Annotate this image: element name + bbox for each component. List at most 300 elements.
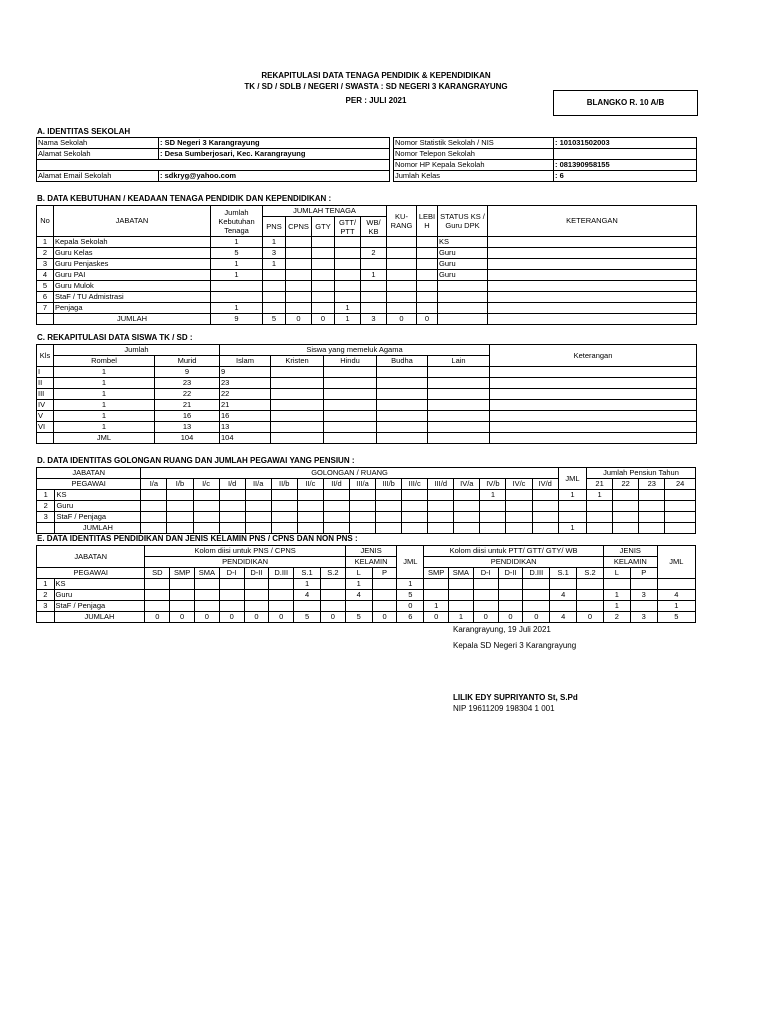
col-jumlah-tenaga: JUMLAH TENAGA [263,206,387,217]
row-l: 1 [345,579,372,590]
row-jabatan: Guru [55,501,141,512]
row-value [297,501,323,512]
col-islam: Islam [220,356,271,367]
total-cell: 0 [320,612,345,623]
row-value [550,579,577,590]
col-kurang: KU- RANG [387,206,417,237]
total-cell [37,523,55,534]
row-value [387,303,417,314]
table-row [37,601,696,612]
table-row [37,378,697,389]
col-jml: JML [657,546,695,579]
school-identity-left [36,137,390,182]
row-value [387,259,417,270]
col-agama: Siswa yang memeluk Agama [220,345,490,356]
total-cell: 1 [335,314,361,325]
total-cell [480,523,506,534]
col-l: L [603,568,630,579]
total-cell: 0 [473,612,498,623]
row-no: 5 [37,281,54,292]
row-value [141,512,167,523]
row-value [286,248,312,259]
row-kls: II [37,378,54,389]
row-value [211,292,263,303]
row-value [473,590,498,601]
col-golongan-item: II/b [271,479,297,490]
row-no: 3 [37,601,55,612]
row-value [449,590,474,601]
row-value [286,292,312,303]
row-keterangan [488,281,697,292]
row-murid: 9 [155,367,220,378]
total-cell: 0 [577,612,604,623]
row-year [587,512,613,523]
col-year: 21 [587,479,613,490]
row-value [324,400,377,411]
row-value [377,378,428,389]
total-cell [271,433,324,444]
row-murid: 23 [155,378,220,389]
row-keterangan [488,292,697,303]
row-murid: 16 [155,411,220,422]
row-jml: 1 [657,601,695,612]
row-value: 1 [361,270,387,281]
identity-value: : SD Negeri 3 Karangrayung [159,138,390,149]
col-year: 23 [639,479,665,490]
row-value [286,303,312,314]
row-year [639,501,665,512]
row-value [532,501,558,512]
row-value [244,590,269,601]
row-jabatan: Guru PAI [54,270,211,281]
signature-place-date: Karangrayung, 19 Juli 2021 [453,625,551,634]
col-golongan-item: II/a [245,479,271,490]
col-no: No [37,206,54,237]
row-year [613,490,639,501]
row-value [324,378,377,389]
col-pendidikan-item: D-I [219,568,244,579]
report-subtitle: TK / SD / SDLB / NEGERI / SWASTA : SD NEGERI 3 KARANGRAYUNG [244,82,508,91]
total-cell [193,523,219,534]
total-cell: 0 [424,612,449,623]
row-value [417,248,438,259]
total-cell: 2 [603,612,630,623]
row-value [490,389,697,400]
row-value [454,512,480,523]
row-status [438,292,488,303]
row-value [193,490,219,501]
row-value [490,378,697,389]
row-value: 1 [424,601,449,612]
total-cell [639,523,665,534]
col-pendidikan-item: SMP [424,568,449,579]
total-cell: 6 [397,612,424,623]
col-golongan-item: IV/b [480,479,506,490]
row-value [523,590,550,601]
row-value [361,292,387,303]
col-pendidikan-item: SMA [194,568,219,579]
row-value [335,259,361,270]
row-islam: 9 [220,367,271,378]
row-value [577,601,604,612]
table-row [37,512,696,523]
col-pns: PNS [263,217,286,237]
row-jml: 4 [657,590,695,601]
row-value [532,512,558,523]
col-golongan-item: III/c [402,479,428,490]
row-value [145,579,170,590]
row-value [219,490,245,501]
row-status [438,303,488,314]
col-pegawai: PEGAWAI [37,479,141,490]
identity-label: Nomor HP Kepala Sekolah [394,160,554,171]
row-value [498,590,523,601]
row-value [294,601,321,612]
table-row [37,422,697,433]
col-golongan-item: I/a [141,479,167,490]
row-rombel: 1 [54,411,155,422]
row-value [194,590,219,601]
row-jml [558,501,586,512]
row-p [630,601,657,612]
col-year: 22 [613,479,639,490]
row-value: 1 [480,490,506,501]
total-cell: 104 [220,433,271,444]
row-value [320,579,345,590]
row-kls: III [37,389,54,400]
row-value: 5 [211,248,263,259]
identity-value: : 101031502003 [554,138,697,149]
row-value [349,501,375,512]
col-jumlah: Jumlah [54,345,220,356]
row-value [269,579,294,590]
total-cell: 0 [145,612,170,623]
total-cell: 1 [449,612,474,623]
identity-value: : sdkryg@yahoo.com [159,171,390,182]
row-value [219,501,245,512]
table-row [37,367,697,378]
row-l: 1 [603,601,630,612]
row-no: 4 [37,270,54,281]
total-cell: 0 [372,612,397,623]
report-period: PER : JULI 2021 [345,96,407,105]
table-row [37,292,697,303]
signature-nip: NIP 19611209 198304 1 001 [453,704,555,713]
row-value [480,512,506,523]
row-value [428,501,454,512]
row-value [193,512,219,523]
col-golongan-item: IV/d [532,479,558,490]
total-cell [377,433,428,444]
row-value [167,490,193,501]
total-cell: 0 [244,612,269,623]
row-value [498,579,523,590]
row-value [323,490,349,501]
row-value: 1 [294,579,321,590]
row-no: 2 [37,590,55,601]
row-islam: 23 [220,378,271,389]
row-value [219,590,244,601]
row-value [263,292,286,303]
row-keterangan [488,237,697,248]
row-value [145,590,170,601]
col-golongan-item: III/a [349,479,375,490]
row-l: 4 [345,590,372,601]
row-value [428,367,490,378]
row-no: 7 [37,303,54,314]
col-golongan-item: I/b [167,479,193,490]
row-value [286,259,312,270]
row-value [286,281,312,292]
row-value [312,281,335,292]
col-golongan: GOLONGAN / RUANG [141,468,558,479]
row-value: 2 [361,248,387,259]
col-kristen: Kristen [271,356,324,367]
row-rombel: 1 [54,400,155,411]
row-value [286,237,312,248]
col-keterangan: Keterangan [490,345,697,367]
total-cell [271,523,297,534]
row-value [244,579,269,590]
row-p [372,601,397,612]
row-value [454,501,480,512]
row-status: KS [438,237,488,248]
total-cell: 0 [286,314,312,325]
table-row [37,579,696,590]
col-pendidikan-item: S.2 [577,568,604,579]
row-value [312,259,335,270]
identity-label: Alamat Sekolah [37,149,159,160]
row-keterangan [488,303,697,314]
row-value [271,490,297,501]
total-cell [323,523,349,534]
col-golongan-item: I/d [219,479,245,490]
row-islam: 22 [220,389,271,400]
total-cell [587,523,613,534]
row-value: 1 [263,259,286,270]
col-status: STATUS KS / Guru DPK [438,206,488,237]
row-year [587,501,613,512]
total-cell [665,523,696,534]
row-value [323,512,349,523]
row-jabatan: KS [55,490,141,501]
row-value [417,237,438,248]
row-value [271,367,324,378]
col-pendidikan-item: D.III [523,568,550,579]
rank-pension-table [36,467,696,534]
row-value [335,237,361,248]
total-cell: 0 [219,612,244,623]
total-cell [428,523,454,534]
row-jabatan: Guru Kelas [54,248,211,259]
row-value [219,512,245,523]
row-value [377,400,428,411]
total-cell: 4 [550,612,577,623]
row-value [297,490,323,501]
row-value [323,501,349,512]
row-value: 1 [211,270,263,281]
col-hindu: Hindu [324,356,377,367]
col-budha: Budha [377,356,428,367]
identity-value [554,149,697,160]
col-lain: Lain [428,356,490,367]
row-value [271,400,324,411]
row-status: Guru [438,270,488,281]
row-value [417,303,438,314]
col-kls: Kls [37,345,54,367]
row-value [335,248,361,259]
row-no: 2 [37,501,55,512]
row-value [219,579,244,590]
row-value [428,400,490,411]
table-row [37,501,696,512]
blangko-box [553,90,698,116]
total-cell [167,523,193,534]
total-cell [37,314,54,325]
total-cell [376,523,402,534]
total-cell: 5 [657,612,695,623]
row-value: 3 [263,248,286,259]
row-value [377,389,428,400]
col-rombel: Rombel [54,356,155,367]
row-l [345,601,372,612]
col-pegawai: PEGAWAI [37,568,145,579]
total-cell [454,523,480,534]
total-cell [37,433,54,444]
total-cell: 3 [630,612,657,623]
row-value [361,281,387,292]
row-jabatan: Guru Penjaskes [54,259,211,270]
row-value [577,590,604,601]
total-cell [490,433,697,444]
row-value [141,501,167,512]
col-pendidikan-item: S.1 [294,568,321,579]
row-jml: 1 [397,579,424,590]
row-p [372,579,397,590]
col-pendidikan-item: S.1 [550,568,577,579]
row-value [170,579,195,590]
total-cell [245,523,271,534]
total-label: JML [54,433,155,444]
row-year [613,501,639,512]
row-value [312,303,335,314]
row-value: 1 [211,237,263,248]
row-value [361,303,387,314]
row-value [170,590,195,601]
row-jml: 0 [397,601,424,612]
row-value [271,378,324,389]
row-l: 1 [603,590,630,601]
signature-position: Kepala SD Negeri 3 Karangrayung [453,641,577,650]
row-value: 1 [263,237,286,248]
education-gender-table [36,545,696,623]
total-cell: 5 [345,612,372,623]
identity-value: : 6 [554,171,697,182]
row-keterangan [488,270,697,281]
row-jabatan: Penjaga [54,303,211,314]
col-jml: JML [558,468,586,490]
row-value [449,579,474,590]
row-rombel: 1 [54,378,155,389]
row-status: Guru [438,259,488,270]
col-jenis: JENIS [603,546,657,557]
row-value [424,579,449,590]
table-row [37,303,697,314]
col-pendidikan: PENDIDIKAN [145,557,345,568]
row-value [194,579,219,590]
col-kolom-non: Kolom diisi untuk PTT/ GTT/ GTY/ WB [424,546,604,557]
row-kls: VI [37,422,54,433]
row-year [639,512,665,523]
col-golongan-item: II/c [297,479,323,490]
row-value [271,389,324,400]
row-l [603,579,630,590]
row-value [167,512,193,523]
row-keterangan [488,259,697,270]
row-value [271,422,324,433]
col-golongan-item: I/c [193,479,219,490]
col-murid: Murid [155,356,220,367]
row-value [498,601,523,612]
row-value [271,411,324,422]
total-cell [37,612,55,623]
row-year [665,512,696,523]
col-jenis: JENIS [345,546,397,557]
row-value [141,490,167,501]
row-value [211,281,263,292]
row-value [387,270,417,281]
row-value [349,512,375,523]
row-value [194,601,219,612]
col-jabatan: JABATAN [37,546,145,568]
identity-value: : Desa Sumberjosari, Kec. Karangrayung [159,149,390,160]
total-cell: 0 [170,612,195,623]
total-label: JUMLAH [54,314,211,325]
row-murid: 13 [155,422,220,433]
row-jabatan: KS [54,579,145,590]
identity-spacer [37,160,159,171]
row-no: 2 [37,248,54,259]
table-row [37,389,697,400]
col-lebih: LEBI H [417,206,438,237]
row-value [269,601,294,612]
row-value [428,411,490,422]
row-value [244,601,269,612]
row-value [193,501,219,512]
total-cell [297,523,323,534]
row-no: 3 [37,259,54,270]
row-value [335,292,361,303]
total-label: JUMLAH [54,612,145,623]
row-value [402,501,428,512]
row-value [263,303,286,314]
row-jabatan: StaF / Penjaga [55,512,141,523]
row-value [506,512,532,523]
total-cell [428,433,490,444]
row-kls: IV [37,400,54,411]
section-e-heading: E. DATA IDENTITAS PENDIDIKAN DAN JENIS KELAMIN PNS / CPNS DAN NON PNS : [37,534,358,543]
row-status: Guru [438,248,488,259]
row-value [428,490,454,501]
signature-name: LILIK EDY SUPRIYANTO St, S.Pd [453,693,578,702]
col-keterangan: KETERANGAN [488,206,697,237]
section-b-heading: B. DATA KEBUTUHAN / KEADAAN TENAGA PENDIDIK DAN KEPENDIDIKAN : [37,194,332,203]
row-value [387,292,417,303]
col-cpns: CPNS [286,217,312,237]
col-year: 24 [665,479,696,490]
blangko-label: BLANGKO R. 10 A/B [586,98,665,107]
row-value [361,237,387,248]
